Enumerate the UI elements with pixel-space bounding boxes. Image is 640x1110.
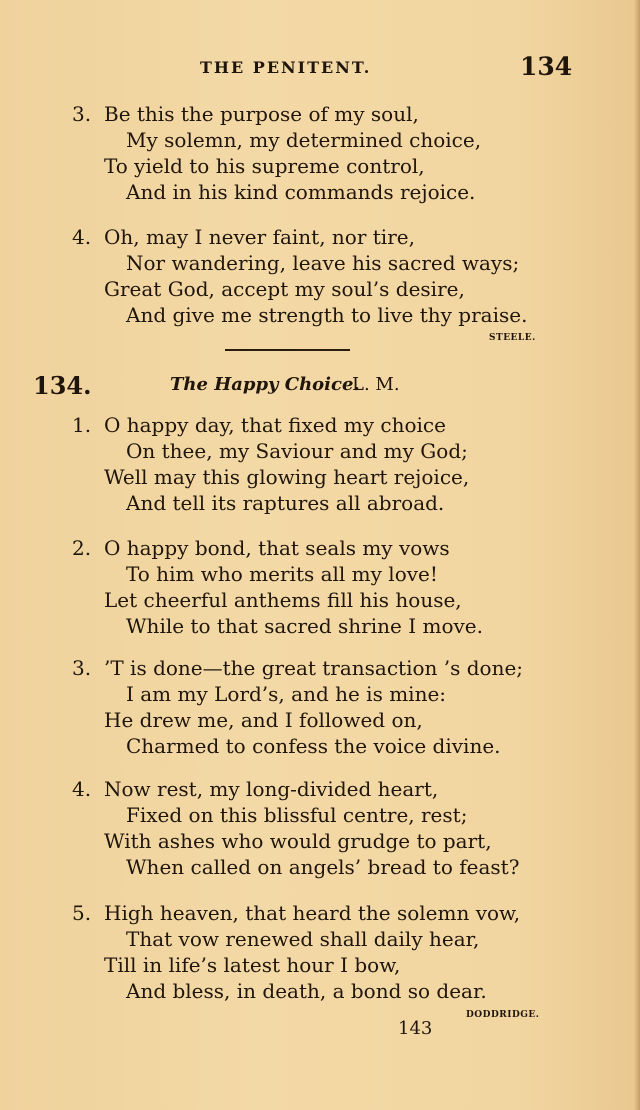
stanza-number: 3. [72, 656, 92, 680]
stanza-number: 2. [72, 536, 92, 560]
verse-line: And give me strength to live thy praise. [126, 303, 528, 327]
footer-page-number: 143 [398, 1018, 433, 1039]
running-head: THE PENITENT. [200, 58, 372, 77]
verse-line: I am my Lord’s, and he is mine: [126, 682, 447, 706]
verse-line: Fixed on this blissful centre, rest; [126, 803, 468, 827]
verse-line: High heaven, that heard the solemn vow, [104, 901, 521, 925]
stanza-number: 4. [72, 777, 92, 801]
verse-line: To him who merits all my love! [126, 562, 438, 586]
verse-line: O happy day, that fixed my choice [104, 413, 446, 437]
hymn-title: The Happy Choice. [170, 374, 360, 395]
verse-line: ’T is done—the great transaction ’s done; [104, 656, 524, 680]
verse-line: And in his kind commands rejoice. [126, 180, 476, 204]
stanza-number: 4. [72, 225, 92, 249]
hymn-meter: L. M. [352, 374, 400, 395]
verse-line: When called on angels’ bread to feast? [126, 855, 520, 879]
verse-line: On thee, my Saviour and my God; [126, 439, 468, 463]
verse-line: Till in life’s latest hour I bow, [104, 953, 401, 977]
stanza-number: 3. [72, 102, 92, 126]
author-credit: STEELE. [489, 333, 536, 343]
page-edge-shadow [634, 0, 640, 1110]
stanza-number: 1. [72, 413, 92, 437]
verse-line: With ashes who would grudge to part, [104, 829, 492, 853]
verse-line: And bless, in death, a bond so dear. [126, 979, 487, 1003]
verse-line: He drew me, and I followed on, [104, 708, 423, 732]
verse-line: My solemn, my determined choice, [126, 128, 482, 152]
verse-line: Oh, may I never faint, nor tire, [104, 225, 415, 249]
verse-line: Nor wandering, leave his sacred ways; [126, 251, 520, 275]
verse-line: Charmed to confess the voice divine. [126, 734, 501, 758]
author-credit: DODDRIDGE. [466, 1010, 540, 1020]
verse-line: To yield to his supreme control, [104, 154, 425, 178]
verse-line: Well may this glowing heart rejoice, [104, 465, 470, 489]
verse-line: And tell its raptures all abroad. [126, 491, 445, 515]
verse-line: Let cheerful anthems fill his house, [104, 588, 462, 612]
stanza-number: 5. [72, 901, 92, 925]
verse-line: Now rest, my long-divided heart, [104, 777, 439, 801]
verse-line: While to that sacred shrine I move. [126, 614, 483, 638]
verse-line: Great God, accept my soul’s desire, [104, 277, 465, 301]
section-divider [225, 349, 350, 351]
verse-line: That vow renewed shall daily hear, [126, 927, 480, 951]
hymn-number: 134. [33, 371, 92, 400]
hymn-page-number: 134 [520, 52, 573, 81]
verse-line: Be this the purpose of my soul, [104, 102, 419, 126]
verse-line: O happy bond, that seals my vows [104, 536, 450, 560]
